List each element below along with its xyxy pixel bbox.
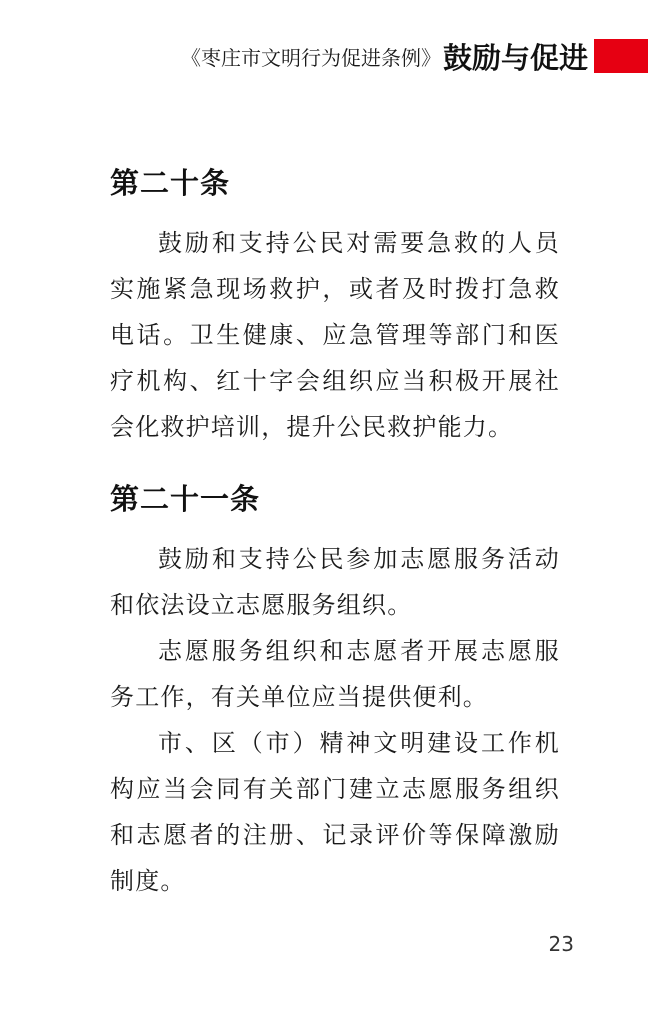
- article-title: 第二十一条: [110, 482, 261, 516]
- header-document-title: 《枣庄市文明行为促进条例》: [180, 45, 441, 70]
- header-chapter-title: 鼓励与促进: [442, 40, 588, 75]
- header-accent-bar: [594, 39, 648, 73]
- page-number: 23: [548, 932, 574, 956]
- article-title: 第二十条: [110, 166, 231, 200]
- page-header: [181, 36, 648, 76]
- article-paragraph: 鼓励和支持公民对需要急救的人员实施紧急现场救护，或者及时拨打急救电话。卫生健康、应急管理等部门和医疗机构、红十字会组织应当积极开展社会化救护培训，提升公民救护能力。: [110, 229, 560, 441]
- article-paragraph: 志愿服务组织和志愿者开展志愿服务工作，有关单位应当提供便利。: [110, 637, 560, 711]
- page-content: [110, 160, 560, 930]
- article-paragraph: 市、区（市）精神文明建设工作机构应当会同有关部门建立志愿服务组织和志愿者的注册、记录评价等保障激励制度。: [110, 729, 560, 895]
- article-21: [110, 476, 560, 904]
- article-20: [110, 160, 560, 450]
- article-paragraph: 鼓励和支持公民参加志愿服务活动和依法设立志愿服务组织。: [110, 545, 560, 619]
